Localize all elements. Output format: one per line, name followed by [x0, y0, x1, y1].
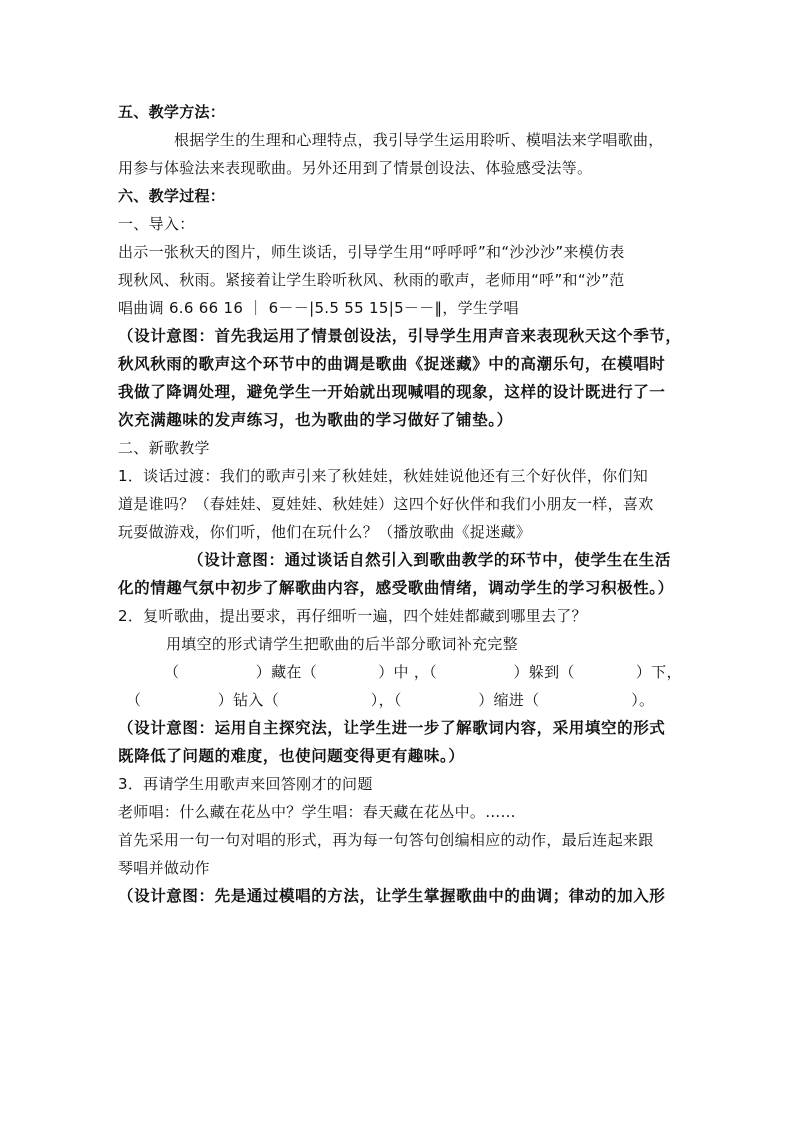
intro-melody-line: 唱曲调 6.6 66 16 ｜ 6－－|5.5 55 15|5－－‖，学生学唱	[118, 299, 519, 317]
design-intent-3-line: 既降低了问题的难度，也使问题变得更有趣味。）	[118, 747, 465, 765]
intro-paragraph-line: 现秋风、秋雨。紧接着让学生聆听秋风、秋雨的歌声，老师用“呼”和“沙”范	[118, 271, 625, 289]
design-intent-1-line: 我做了降调处理，避免学生一开始就出现喊唱的现象，这样的设计既进行了一	[118, 383, 666, 401]
step-3-line: 老师唱：什么藏在花丛中？学生唱：春天藏在花丛中。……	[118, 803, 516, 821]
fill-blank-line: （ ）藏在（ ）中 ，（ ）躲到（ ）下，	[164, 663, 682, 681]
design-intent-4-line: （设计意图：先是通过模唱的方法，让学生掌握歌曲中的曲调；律动的加入形	[118, 887, 666, 905]
methods-paragraph-line: 根据学生的生理和心理特点，我引导学生运用聆听、模唱法来学唱歌曲，	[174, 131, 664, 149]
design-intent-1-line: （设计意图：首先我运用了情景创设法，引导学生用声音来表现秋天这个季节，	[118, 327, 682, 345]
design-intent-3-line: （设计意图：运用自主探究法，让学生进一步了解歌词内容，采用填空的形式	[118, 719, 666, 737]
intro-paragraph-line: 出示一张秋天的图片，师生谈话，引导学生用“呼呼呼”和“沙沙沙”来模仿表	[118, 243, 625, 261]
subheading-new-song: 二、新歌教学	[118, 439, 210, 457]
design-intent-1-line: 秋风秋雨的歌声这个环节中的曲调是歌曲《捉迷藏》中的高潮乐句，在模唱时	[118, 355, 666, 373]
subheading-intro: 一、导入：	[118, 215, 195, 233]
methods-paragraph-line: 用参与体验法来表现歌曲。另外还用到了情景创设法、体验感受法等。	[118, 159, 593, 177]
step-1-line: 1．谈话过渡：我们的歌声引来了秋娃娃，秋娃娃说他还有三个好伙伴，你们知	[118, 467, 649, 485]
section-heading-methods: 五、教学方法：	[118, 103, 226, 121]
fill-blank-line: （ ）钻入（ ），（ ）缩进（ ）。	[126, 691, 655, 709]
step-3-line: 琴唱并做动作	[118, 859, 210, 877]
design-intent-1-line: 次充满趣味的发声练习，也为歌曲的学习做好了铺垫。）	[118, 411, 513, 429]
step-2-line: 用填空的形式请学生把歌曲的后半部分歌词补充完整	[166, 635, 518, 653]
step-1-line: 玩耍做游戏，你们听，他们在玩什么？（播放歌曲《捉迷藏》	[118, 523, 532, 541]
design-intent-2-line: （设计意图：通过谈话自然引入到歌曲教学的环节中，使学生在生活	[188, 551, 672, 569]
design-intent-2-line: 化的情趣气氛中初步了解歌曲内容，感受歌曲情绪，调动学生的学习积极性。）	[118, 579, 674, 597]
document-body	[118, 98, 680, 910]
section-heading-process: 六、教学过程：	[118, 187, 226, 205]
step-3-line: 3．再请学生用歌声来回答刚才的问题	[118, 775, 373, 793]
step-3-line: 首先采用一句一句对唱的形式，再为每一句答句创编相应的动作，最后连起来跟	[118, 831, 654, 849]
step-2-line: 2．复听歌曲，提出要求，再仔细听一遍，四个娃娃都藏到哪里去了？	[118, 607, 587, 625]
step-1-line: 道是谁吗？（春娃娃、夏娃娃、秋娃娃）这四个好伙伴和我们小朋友一样，喜欢	[118, 495, 654, 513]
